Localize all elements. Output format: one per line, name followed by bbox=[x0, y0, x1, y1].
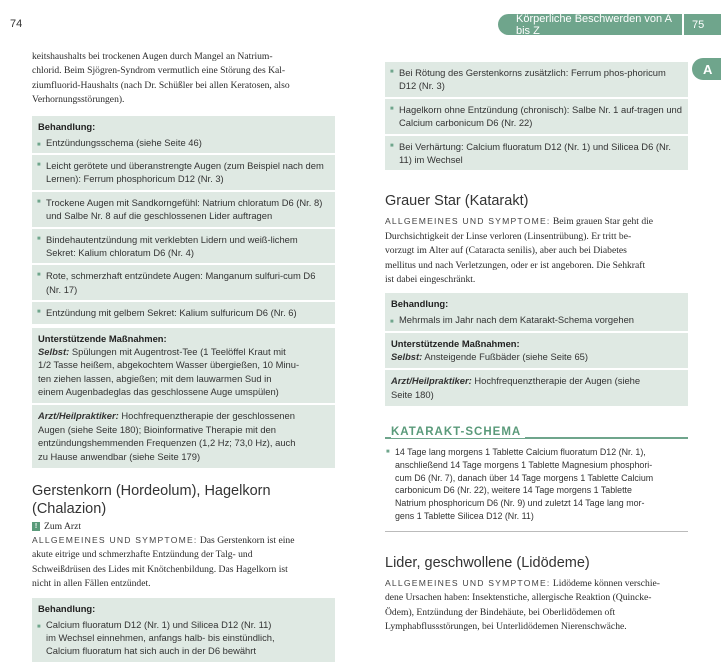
arzt-label: Arzt/Heilpraktiker: bbox=[391, 375, 472, 387]
text-line: Natrium phosphoricum D6 (Nr. 9) und zuletzt 14 Tage lang mor- bbox=[395, 498, 645, 509]
text-line: Schweißdrüsen des Lides mit Knötchenbildung. Das Hagelkorn ist bbox=[32, 563, 288, 575]
section-heading: Grauer Star (Katarakt) bbox=[385, 193, 529, 210]
alphabet-tab: A bbox=[692, 58, 721, 80]
text-line bbox=[385, 214, 688, 229]
text-line: chlorid. Beim Sjögren-Syndrom vermutlich eine Störung des Kal- bbox=[32, 65, 286, 77]
schema-header bbox=[385, 426, 688, 440]
list-item: ■ Bei Rötung des Gerstenkorns zusätzlich: Ferrum phos-phoricum D12 (Nr. 3) bbox=[385, 62, 688, 97]
treatment-list bbox=[385, 312, 688, 330]
text-line: Spülungen mit Augentrost-Tee (1 Teelöffel Kraut mit bbox=[71, 345, 286, 357]
list-item: ■ Entzündungsschema (siehe Seite 46) bbox=[32, 135, 335, 153]
chapter-title: Körperliche Beschwerden von A bis Z bbox=[516, 12, 672, 37]
arzt-text bbox=[391, 374, 682, 387]
text-line: nicht in allen Fällen entzündet. bbox=[32, 578, 151, 590]
list-item: ■ Hagelkorn ohne Entzündung (chronisch): Salbe Nr. 1 auf-tragen und Calcium carbonicum D6 (Nr. 22) bbox=[385, 97, 688, 134]
list-item: ■ Entzündung mit gelbem Sekret: Kalium sulfuricum D6 (Nr. 6) bbox=[32, 300, 335, 323]
text-line: ■ Calcium fluoratum D12 (Nr. 1) und Silicea D12 (Nr. 11) bbox=[46, 618, 272, 630]
symptoms-label: ALLGEMEINES UND SYMPTOME: bbox=[385, 216, 551, 227]
arzt-box bbox=[32, 405, 335, 468]
text-line: ten ziehen lassen, abgießen; mit dem lauwarmen Sud in bbox=[38, 372, 272, 384]
treatment-list bbox=[32, 617, 335, 662]
arzt-box bbox=[385, 370, 688, 406]
left-column bbox=[32, 50, 335, 662]
text-line: Augen (siehe Seite 180); Bioinformative Therapie mit den bbox=[38, 423, 276, 435]
list-item: ■ Trockene Augen mit Sandkorngefühl: Natrium chloratum D6 (Nr. 8) und Salbe Nr. 8 auf die geschlossenen Lider auftragen bbox=[32, 190, 335, 227]
support-box bbox=[385, 333, 688, 368]
text-line: gens 1 Tablette Silicea D12 (Nr. 11) bbox=[395, 511, 534, 522]
text-line: Seite 180) bbox=[391, 388, 434, 400]
text-line: ist dabei eingeschränkt. bbox=[385, 274, 476, 286]
symptoms-paragraph bbox=[385, 576, 688, 635]
text-line: cum D6 (Nr. 7), danach über 14 Tage morgens 1 Tablette Calcium bbox=[395, 472, 654, 483]
right-column bbox=[385, 62, 688, 635]
treatment-list bbox=[32, 135, 335, 324]
list-item: ■ Rote, schmerzhaft entzündete Augen: Manganum sulfuri-cum D6 (Nr. 17) bbox=[32, 263, 335, 300]
text-line: Das Gerstenkorn ist eine bbox=[199, 534, 295, 546]
text-line: akute eitrige und schmerzhafte Entzündung der Talg- und bbox=[32, 549, 253, 561]
support-box bbox=[32, 328, 335, 404]
selbst-label: Selbst: bbox=[391, 350, 423, 362]
selbst-text bbox=[391, 350, 682, 363]
selbst-text bbox=[38, 345, 329, 358]
support-title: Unterstützende Maßnahmen: bbox=[391, 337, 520, 349]
text-line: einem Augenbadeglas das geschlossene Auge umspülen) bbox=[38, 385, 279, 397]
right-page-number: 75 bbox=[684, 14, 721, 35]
text-line: Ansteigende Fußbäder (siehe Seite 65) bbox=[424, 350, 589, 362]
treatment-title: Behandlung: bbox=[391, 298, 449, 310]
text-line: vorzugt im Alter auf (Cataracta senilis), aber auch bei Diabetes bbox=[385, 245, 627, 257]
text-line: Lidödeme können verschie- bbox=[552, 577, 660, 589]
symptoms-paragraph bbox=[385, 214, 688, 287]
text-line: Ödem), Entzündung der Bindehäute, bei Oberlidödemen oft bbox=[385, 606, 616, 618]
text-line: Hochfrequenztherapie der geschlossenen bbox=[121, 410, 295, 422]
section-heading: Gerstenkorn (Hordeolum), Hagelkorn (Chalazion) bbox=[32, 482, 271, 517]
text-line: mellitus und nach Verletzungen, oder er ist angeboren. Die Sehkraft bbox=[385, 259, 646, 271]
list-item: ■ Mehrmals im Jahr nach dem Katarakt-Schema vorgehen bbox=[385, 312, 688, 330]
symptoms-paragraph bbox=[32, 533, 335, 592]
arzt-label: Arzt/Heilpraktiker: bbox=[38, 410, 119, 422]
text-line: Durchsichtigkeit der Linse verloren (Linsentrübung). Er tritt be- bbox=[385, 230, 632, 242]
treatment-box bbox=[32, 598, 335, 617]
treatment-box bbox=[385, 293, 688, 312]
selbst-label: Selbst: bbox=[38, 345, 70, 357]
list-item bbox=[32, 617, 335, 662]
text-line: dene Ursachen haben: Insektenstiche, allergische Reaktion (Quincke- bbox=[385, 592, 652, 604]
section-heading: Lider, geschwollene (Lidödeme) bbox=[385, 554, 590, 571]
treatment-list-continued bbox=[385, 62, 688, 170]
arzt-text bbox=[38, 409, 329, 422]
text-line: Verhornungsstörungen). bbox=[32, 94, 125, 106]
treatment-title: Behandlung: bbox=[38, 120, 96, 132]
text-line: anschließend 14 Tage morgens 1 Tablette Magnesium phosphori- bbox=[395, 459, 653, 470]
text-line: Beim grauen Star geht die bbox=[552, 216, 654, 228]
symptoms-label: ALLGEMEINES UND SYMPTOME: bbox=[32, 534, 198, 545]
text-line bbox=[385, 576, 688, 591]
symptoms-label: ALLGEMEINES UND SYMPTOME: bbox=[385, 577, 551, 588]
schema-item bbox=[385, 446, 688, 523]
text-line: keitshaushalts bei trockenen Augen durch Mangel an Natrium- bbox=[32, 51, 273, 62]
text-line: zu Hause anwendbar (siehe Seite 179) bbox=[38, 450, 201, 462]
support-title: Unterstützende Maßnahmen: bbox=[38, 332, 167, 344]
text-line: im Wechsel einnehmen, anfangs halb- bis einstündlich, bbox=[46, 631, 275, 643]
text-line: Calcium fluoratum hat sich auch in der D6 bewährt bbox=[46, 645, 256, 657]
text-line: Lymphabflussstörungen, bei Unterlidödemen Nierenschwäche. bbox=[385, 621, 627, 633]
left-page-number: 74 bbox=[10, 18, 23, 30]
treatment-box bbox=[32, 116, 335, 135]
chapter-header bbox=[498, 14, 682, 35]
zum-arzt-note bbox=[32, 520, 335, 533]
text-line: ■ 14 Tage lang morgens 1 Tablette Calcium fluoratum D12 (Nr. 1), bbox=[395, 447, 646, 458]
text-line: ziumfluorid-Haushalts (nach Dr. Schüßler bei allen Keratosen, also bbox=[32, 79, 290, 91]
text-line bbox=[32, 533, 335, 548]
schema-title: KATARAKT-SCHEMA bbox=[391, 426, 525, 438]
intro-paragraph bbox=[32, 50, 335, 108]
list-item: ■ Bindehautentzündung mit verklebten Lidern und weiß-lichem Sekret: Kalium chloratum D6 (Nr. 4) bbox=[32, 227, 335, 264]
text-line: Hochfrequenztherapie der Augen (siehe bbox=[474, 375, 641, 387]
list-item: ■ Bei Verhärtung: Calcium fluoratum D12 (Nr. 1) und Silicea D6 (Nr. 11) im Wechsel bbox=[385, 134, 688, 171]
warning-icon: ! bbox=[32, 522, 40, 531]
text-line: carbonicum D6 (Nr. 22), weitere 14 Tage morgens 1 Tablette bbox=[395, 485, 632, 496]
text-line: entzündungshemmenden Frequenzen (1,2 Hz; 73,0 Hz), auch bbox=[38, 437, 296, 449]
text-line: 1/2 Tasse heißem, abgekochtem Wasser übergießen, 10 Minu- bbox=[38, 359, 300, 371]
zum-arzt-label: Zum Arzt bbox=[44, 520, 82, 532]
schema-bottom-rule bbox=[385, 531, 688, 532]
list-item: ■ Leicht gerötete und überanstrengte Augen (zum Beispiel nach dem Lernen): Ferrum phosphoricum D12 (Nr. 3) bbox=[32, 153, 335, 190]
treatment-title: Behandlung: bbox=[38, 602, 96, 614]
